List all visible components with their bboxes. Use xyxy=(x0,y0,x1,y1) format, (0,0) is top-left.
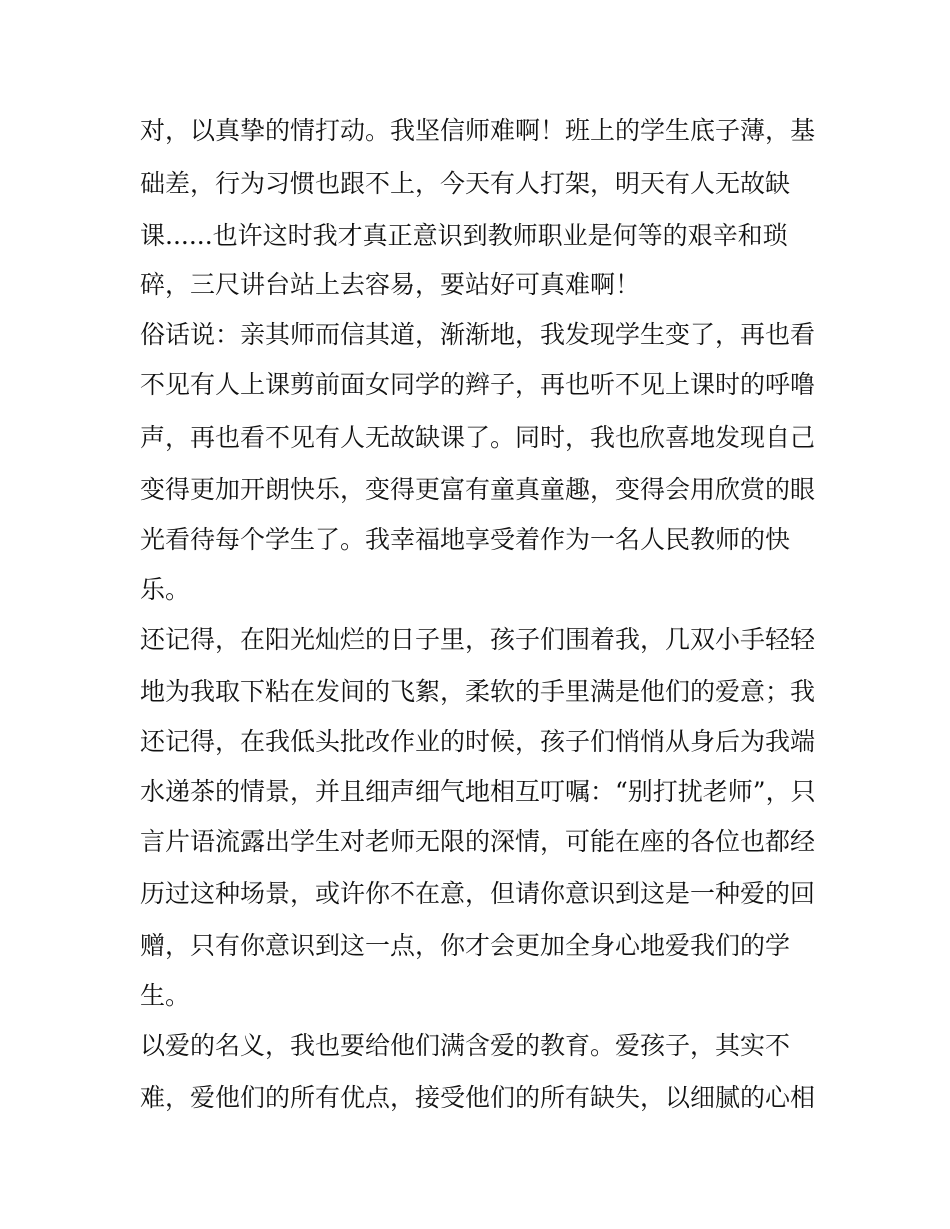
text-line: 地为我取下粘在发间的飞絮，柔软的手里满是他们的爱意；我 xyxy=(140,677,816,706)
text-line: 碎，三尺讲台站上去容易，要站好可真难啊！ xyxy=(140,270,641,299)
text-line: 变得更加开朗快乐，变得更富有童真童趣，变得会用欣赏的眼 xyxy=(140,475,816,504)
text-line: 对，以真挚的情打动。我坚信师难啊！班上的学生底子薄，基 xyxy=(140,116,816,145)
text-line: 生。 xyxy=(140,981,191,1010)
text-line: 声，再也看不见有人无故缺课了。同时，我也欣喜地发现自己 xyxy=(140,423,816,452)
text-line: 课......也许这时我才真正意识到教师职业是何等的艰辛和琐 xyxy=(140,221,788,250)
text-line: 言片语流露出学生对老师无限的深情，可能在座的各位也都经 xyxy=(140,827,816,856)
text-line: 赠，只有你意识到这一点，你才会更加全身心地爱我们的学 xyxy=(140,931,791,960)
text-line: 乐。 xyxy=(140,575,191,604)
text-line: 水递茶的情景，并且细声细气地相互叮嘱：“别打扰老师”，只 xyxy=(140,777,816,806)
text-line: 不见有人上课剪前面女同学的辫子，再也听不见上课时的呼噜 xyxy=(140,370,816,399)
text-line: 还记得，在我低头批改作业的时候，孩子们悄悄从身后为我端 xyxy=(140,727,816,756)
text-line: 光看待每个学生了。我幸福地享受着作为一名人民教师的快 xyxy=(140,525,791,554)
text-line: 俗话说：亲其师而信其道，渐渐地，我发现学生变了，再也看 xyxy=(140,320,816,349)
text-line: 以爱的名义，我也要给他们满含爱的教育。爱孩子，其实不 xyxy=(140,1031,791,1060)
text-line: 还记得，在阳光灿烂的日子里，孩子们围着我，几双小手轻轻 xyxy=(140,625,816,654)
text-line: 历过这种场景，或许你不在意，但请你意识到这是一种爱的回 xyxy=(140,879,816,908)
text-line: 础差，行为习惯也跟不上，今天有人打架，明天有人无故缺 xyxy=(140,169,791,198)
text-line: 难，爱他们的所有优点，接受他们的所有缺失，以细腻的心相 xyxy=(140,1083,816,1112)
